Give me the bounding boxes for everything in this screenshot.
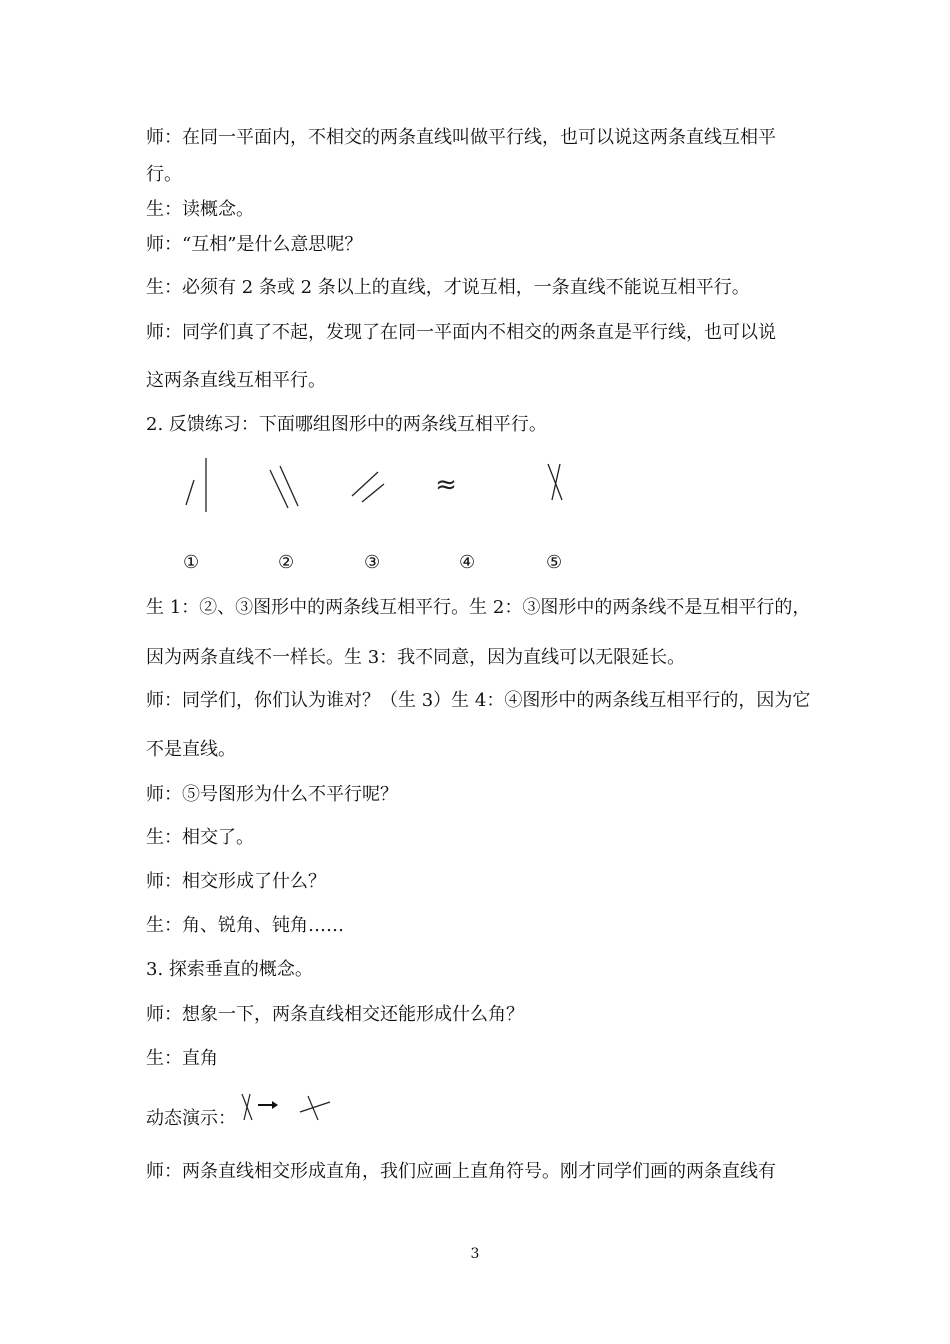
paragraph-3: 师：“互相”是什么意思呢？ [146, 234, 363, 255]
paragraph-1a: 师：在同一平面内，不相交的两条直线叫做平行线，也可以说这两条直线互相平 [146, 127, 776, 148]
intersection-demo-figure [236, 1090, 336, 1124]
paragraph-8b: 不是直线。 [146, 739, 236, 760]
figure-2-line-a [270, 470, 288, 508]
paragraph-4: 生：必须有 2 条或 2 条以上的直线，才说互相，一条直线不能说互相平行。 [146, 277, 750, 298]
paragraph-10: 生：相交了。 [146, 827, 254, 848]
arrow-right-icon [272, 1101, 278, 1109]
figure-4-wavy-lines: ≈ [435, 470, 457, 500]
paragraph-11: 师：相交形成了什么？ [146, 871, 326, 892]
paragraph-7b: 因为两条直线不一样长。生 3：我不同意，因为直线可以无限延长。 [146, 647, 686, 668]
paragraph-1b: 行。 [146, 164, 182, 185]
paragraph-14: 师：想象一下，两条直线相交还能形成什么角？ [146, 1004, 524, 1025]
page-number: 3 [470, 1246, 480, 1262]
paragraph-17: 师：两条直线相交形成直角，我们应画上直角符号。刚才同学们画的两条直线有 [146, 1161, 776, 1182]
figure-label-5: ⑤ [546, 552, 563, 573]
paragraph-5b: 这两条直线互相平行。 [146, 370, 326, 391]
paragraph-12: 生：角、锐角、钝角…… [146, 915, 344, 936]
paragraph-7a: 生 1：②、③图形中的两条线互相平行。生 2：③图形中的两条线不是互相平行的， [146, 597, 811, 618]
figure-label-3: ③ [364, 552, 381, 573]
paragraph-13: 3. 探索垂直的概念。 [146, 959, 313, 980]
figure-label-1: ① [183, 552, 200, 573]
figure-2-line-b [280, 466, 298, 506]
figure-label-4: ④ [459, 552, 476, 573]
figure-5-line-a [548, 464, 562, 500]
paragraph-6: 2. 反馈练习：下面哪组图形中的两条线互相平行。 [146, 414, 547, 435]
paragraph-15: 生：直角 [146, 1048, 218, 1069]
paragraph-8a: 师：同学们，你们认为谁对？（生 3）生 4：④图形中的两条线互相平行的，因为它 [146, 690, 811, 711]
paragraph-9: 师：⑤号图形为什么不平行呢？ [146, 784, 398, 805]
paragraph-5a: 师：同学们真了不起，发现了在同一平面内不相交的两条直是平行线，也可以说 [146, 322, 776, 343]
paragraph-2: 生：读概念。 [146, 199, 254, 220]
demo-acute-line-b [244, 1094, 250, 1120]
figure-1-short-line [186, 480, 194, 505]
demo-right-line-b [300, 1102, 330, 1112]
figure-5-line-b [552, 464, 560, 500]
figure-label-2: ② [278, 552, 295, 573]
parallel-exercise-figures [170, 450, 600, 525]
paragraph-16: 动态演示： [146, 1108, 236, 1129]
figure-3-line-b [362, 484, 384, 502]
